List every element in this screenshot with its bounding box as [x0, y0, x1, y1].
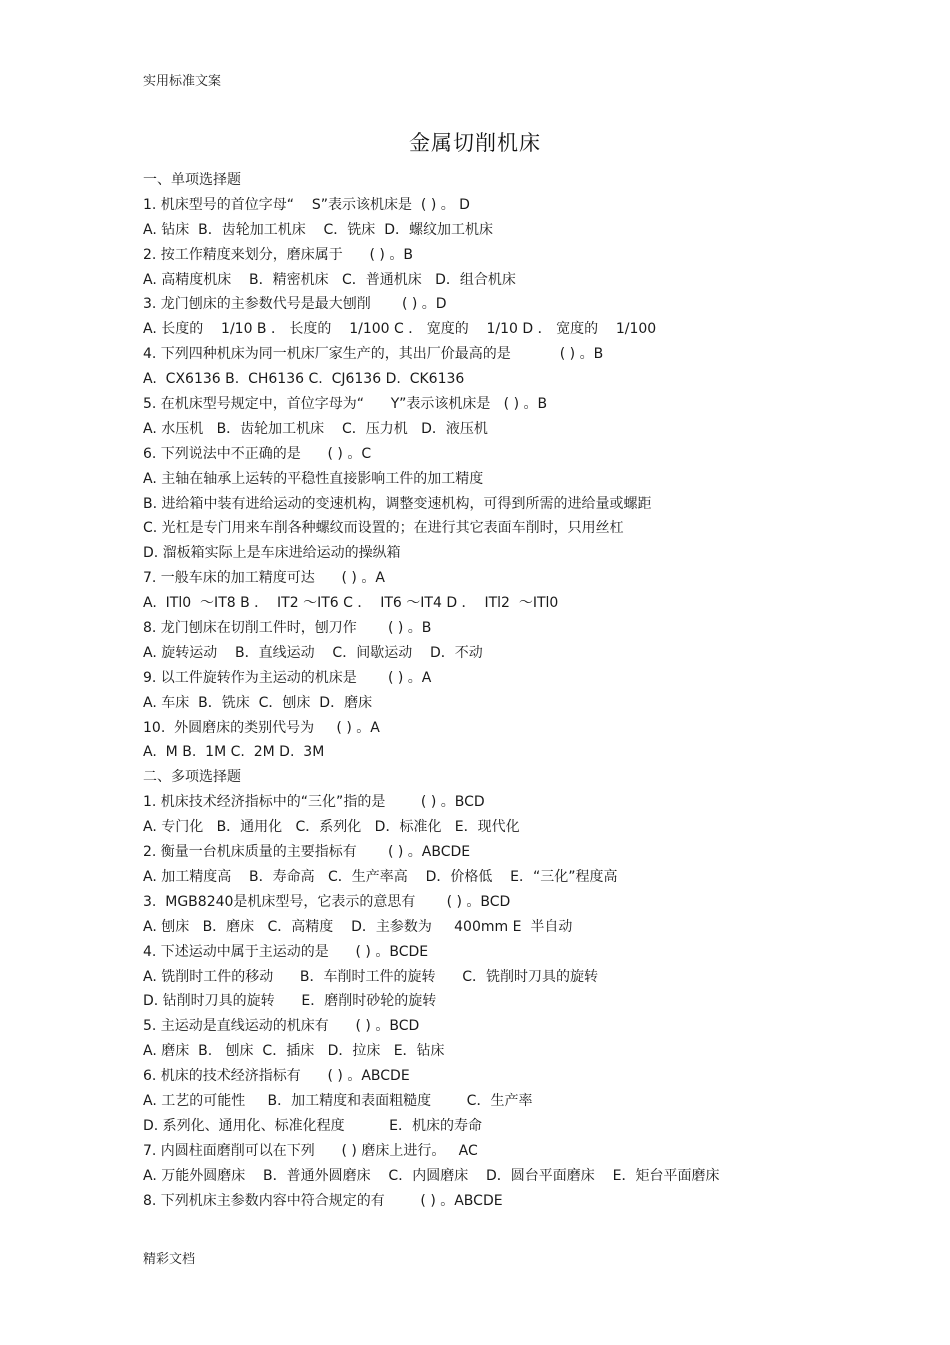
- text-line: D. 系列化、通用化、标准化程度 E．机床的寿命: [143, 1117, 483, 1134]
- text-line: 10. 外圆磨床的类别代号为 ( ) 。A: [143, 719, 380, 736]
- text-line: 3. MGB8240是机床型号，它表示的意思有 ( ) 。BCD: [143, 893, 511, 910]
- text-line: 2. 按工作精度来划分，磨床属于 ( ) 。B: [143, 246, 413, 263]
- text-line: A. 长度的 1/10 B ． 长度的 1/100 C ． 宽度的 1/10 D ． 宽度的 1/100: [143, 321, 657, 338]
- text-line: A. CX6136 B. CH6136 C. CJ6136 D. CK6136: [143, 371, 465, 388]
- page-header: 实用标准文案: [143, 74, 222, 89]
- text-line: 8. 下列机床主参数内容中符合规定的有 ( ) 。ABCDE: [143, 1192, 503, 1209]
- text-line: A. ITl0 ～IT8 B ． IT2 ～IT6 C ． IT6 ～IT4 D ． ITl2 ～ITl0: [143, 595, 559, 612]
- text-line: 4. 下述运动中属于主运动的是 ( ) 。BCDE: [143, 943, 429, 960]
- text-line: B. 进给箱中装有进给运动的变速机构，调整变速机构，可得到所需的进给量或螺距: [143, 495, 652, 512]
- text-line: A. 主轴在轴承上运转的平稳性直接影响工件的加工精度: [143, 470, 484, 487]
- text-line: 一、单项选择题: [143, 172, 241, 188]
- document-body: [143, 168, 863, 1213]
- text-line: A. 磨床 B. 刨床 C．插床 D．拉床 E．钻床: [143, 1043, 445, 1060]
- text-line: 4. 下列四种机床为同一机床厂家生产的，其出厂价最高的是 ( ) 。B: [143, 346, 604, 363]
- text-line: A. 工艺的可能性 B．加工精度和表面粗糙度 C．生产率: [143, 1092, 533, 1109]
- text-line: D. 钻削时刀具的旋转 E．磨削时砂轮的旋转: [143, 993, 437, 1010]
- text-line: A. 专门化 B．通用化 C．系列化 D．标准化 E．现代化: [143, 819, 520, 836]
- text-line: 1. 机床技术经济指标中的“三化”指的是 ( ) 。BCD: [143, 794, 485, 811]
- text-line: A. 水压机 B．齿轮加工机床 C．压力机 D．液压机: [143, 420, 488, 437]
- text-line: 3. 龙门刨床的主参数代号是最大刨削 ( ) 。D: [143, 296, 447, 313]
- text-line: A. 钻床 B．齿轮加工机床 C．铣床 D．螺纹加工机床: [143, 221, 493, 238]
- text-line: 8. 龙门刨床在切削工件时，刨刀作 ( ) 。B: [143, 620, 432, 637]
- text-line: A. 加工精度高 B．寿命高 C．生产率高 D．价格低 E．“三化”程度高: [143, 868, 618, 885]
- text-line: A. M B. 1M C. 2M D. 3M: [143, 744, 325, 761]
- text-line: 9. 以工件旋转作为主运动的机床是 ( ) 。A: [143, 669, 432, 686]
- text-line: 7. 一般车床的加工精度可达 ( ) 。A: [143, 570, 385, 587]
- text-line: 二、多项选择题: [143, 769, 241, 786]
- text-line: D. 溜板箱实际上是车床进给运动的操纵箱: [143, 545, 401, 562]
- text-line: 5. 在机床型号规定中，首位字母为“ Y”表示该机床是 ( ) 。B: [143, 396, 548, 413]
- text-line: C. 光杠是专门用来车削各种螺纹而设置的；在进行其它表面车削时，只用丝杠: [143, 520, 624, 537]
- document-title: 金属切削机床: [409, 131, 541, 155]
- text-line: A. 刨床 B．磨床 C．高精度 D．主参数为 400mm E 半自动: [143, 918, 573, 935]
- text-line: 7. 内圆柱面磨削可以在下列 ( ) 磨床上进行。 AC: [143, 1142, 478, 1159]
- page-footer: 精彩文档: [143, 1252, 196, 1267]
- text-line: A. 旋转运动 B．直线运动 C．间歇运动 D．不动: [143, 644, 483, 661]
- text-line: A. 高精度机床 B．精密机床 C．普通机床 D．组合机床: [143, 271, 516, 288]
- text-line: A. 铣削时工件的移动 B．车削时工件的旋转 C．铣削时刀具的旋转: [143, 968, 599, 985]
- text-line: A. 万能外圆磨床 B．普通外圆磨床 C．内圆磨床 D．圆台平面磨床 E．矩台平面磨床: [143, 1167, 720, 1184]
- text-line: 6. 机床的技术经济指标有 ( ) 。ABCDE: [143, 1068, 410, 1085]
- text-line: 1. 机床型号的首位字母“ S”表示该机床是 ( ) 。 D: [143, 196, 470, 213]
- text-line: A. 车床 B．铣床 C．刨床 D．磨床: [143, 694, 373, 711]
- text-line: 5. 主运动是直线运动的机床有 ( ) 。BCD: [143, 1018, 420, 1035]
- text-line: 2. 衡量一台机床质量的主要指标有 ( ) 。ABCDE: [143, 844, 471, 861]
- text-line: 6. 下列说法中不正确的是 ( ) 。C: [143, 445, 372, 462]
